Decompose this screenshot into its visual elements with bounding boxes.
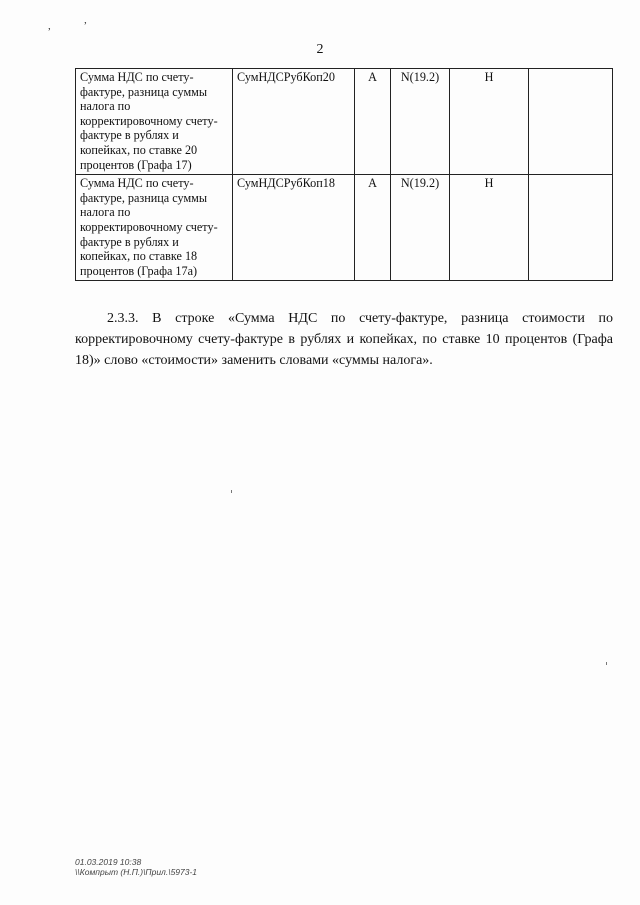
table-row [76,69,613,175]
element-type-cell: А [355,175,391,281]
stray-mark: ʼ [83,20,88,32]
element-type-cell: А [355,69,391,175]
element-code-cell: СумНДСРубКоп20 [233,69,355,175]
page-number: 2 [316,42,324,57]
element-format-cell: N(19.2) [391,69,450,175]
element-required-cell: Н [450,175,529,281]
element-name-cell: Сумма НДС по счету-фактуре, разница суммы налога по корректировочному счету-фактуре в рублях и копейках, по ставке 20 процентов (Графа 17) [76,69,233,175]
element-extra-cell [529,69,613,175]
specification-table [75,68,613,281]
element-format-cell: N(19.2) [391,175,450,281]
element-code-cell: СумНДСРубКоп18 [233,175,355,281]
scan-speck [231,490,232,493]
footer-timestamp: 01.03.2019 10:38 [75,857,142,867]
footer-file-path: \\Компрыт (Н.П.)\Прил.\5973-1 [75,867,198,877]
element-extra-cell [529,175,613,281]
amendment-paragraph: 2.3.3. В строке «Сумма НДС по счету-фактуре, разница стоимости по корректировочному счету-фактуре в рублях и копейках, по ставке 10 процентов (Графа 18)» слово «стоимости» заменить словами «суммы налога». [75,311,613,368]
table-row [76,175,613,281]
stray-mark: , [48,20,51,32]
stray-marks [48,20,117,32]
element-required-cell: Н [450,69,529,175]
scan-speck [606,662,607,665]
footer-stamp [75,857,197,877]
element-name-cell: Сумма НДС по счету-фактуре, разница суммы налога по корректировочному счету-фактуре в рублях и копейках, по ставке 18 процентов (Графа 17а) [76,175,233,281]
